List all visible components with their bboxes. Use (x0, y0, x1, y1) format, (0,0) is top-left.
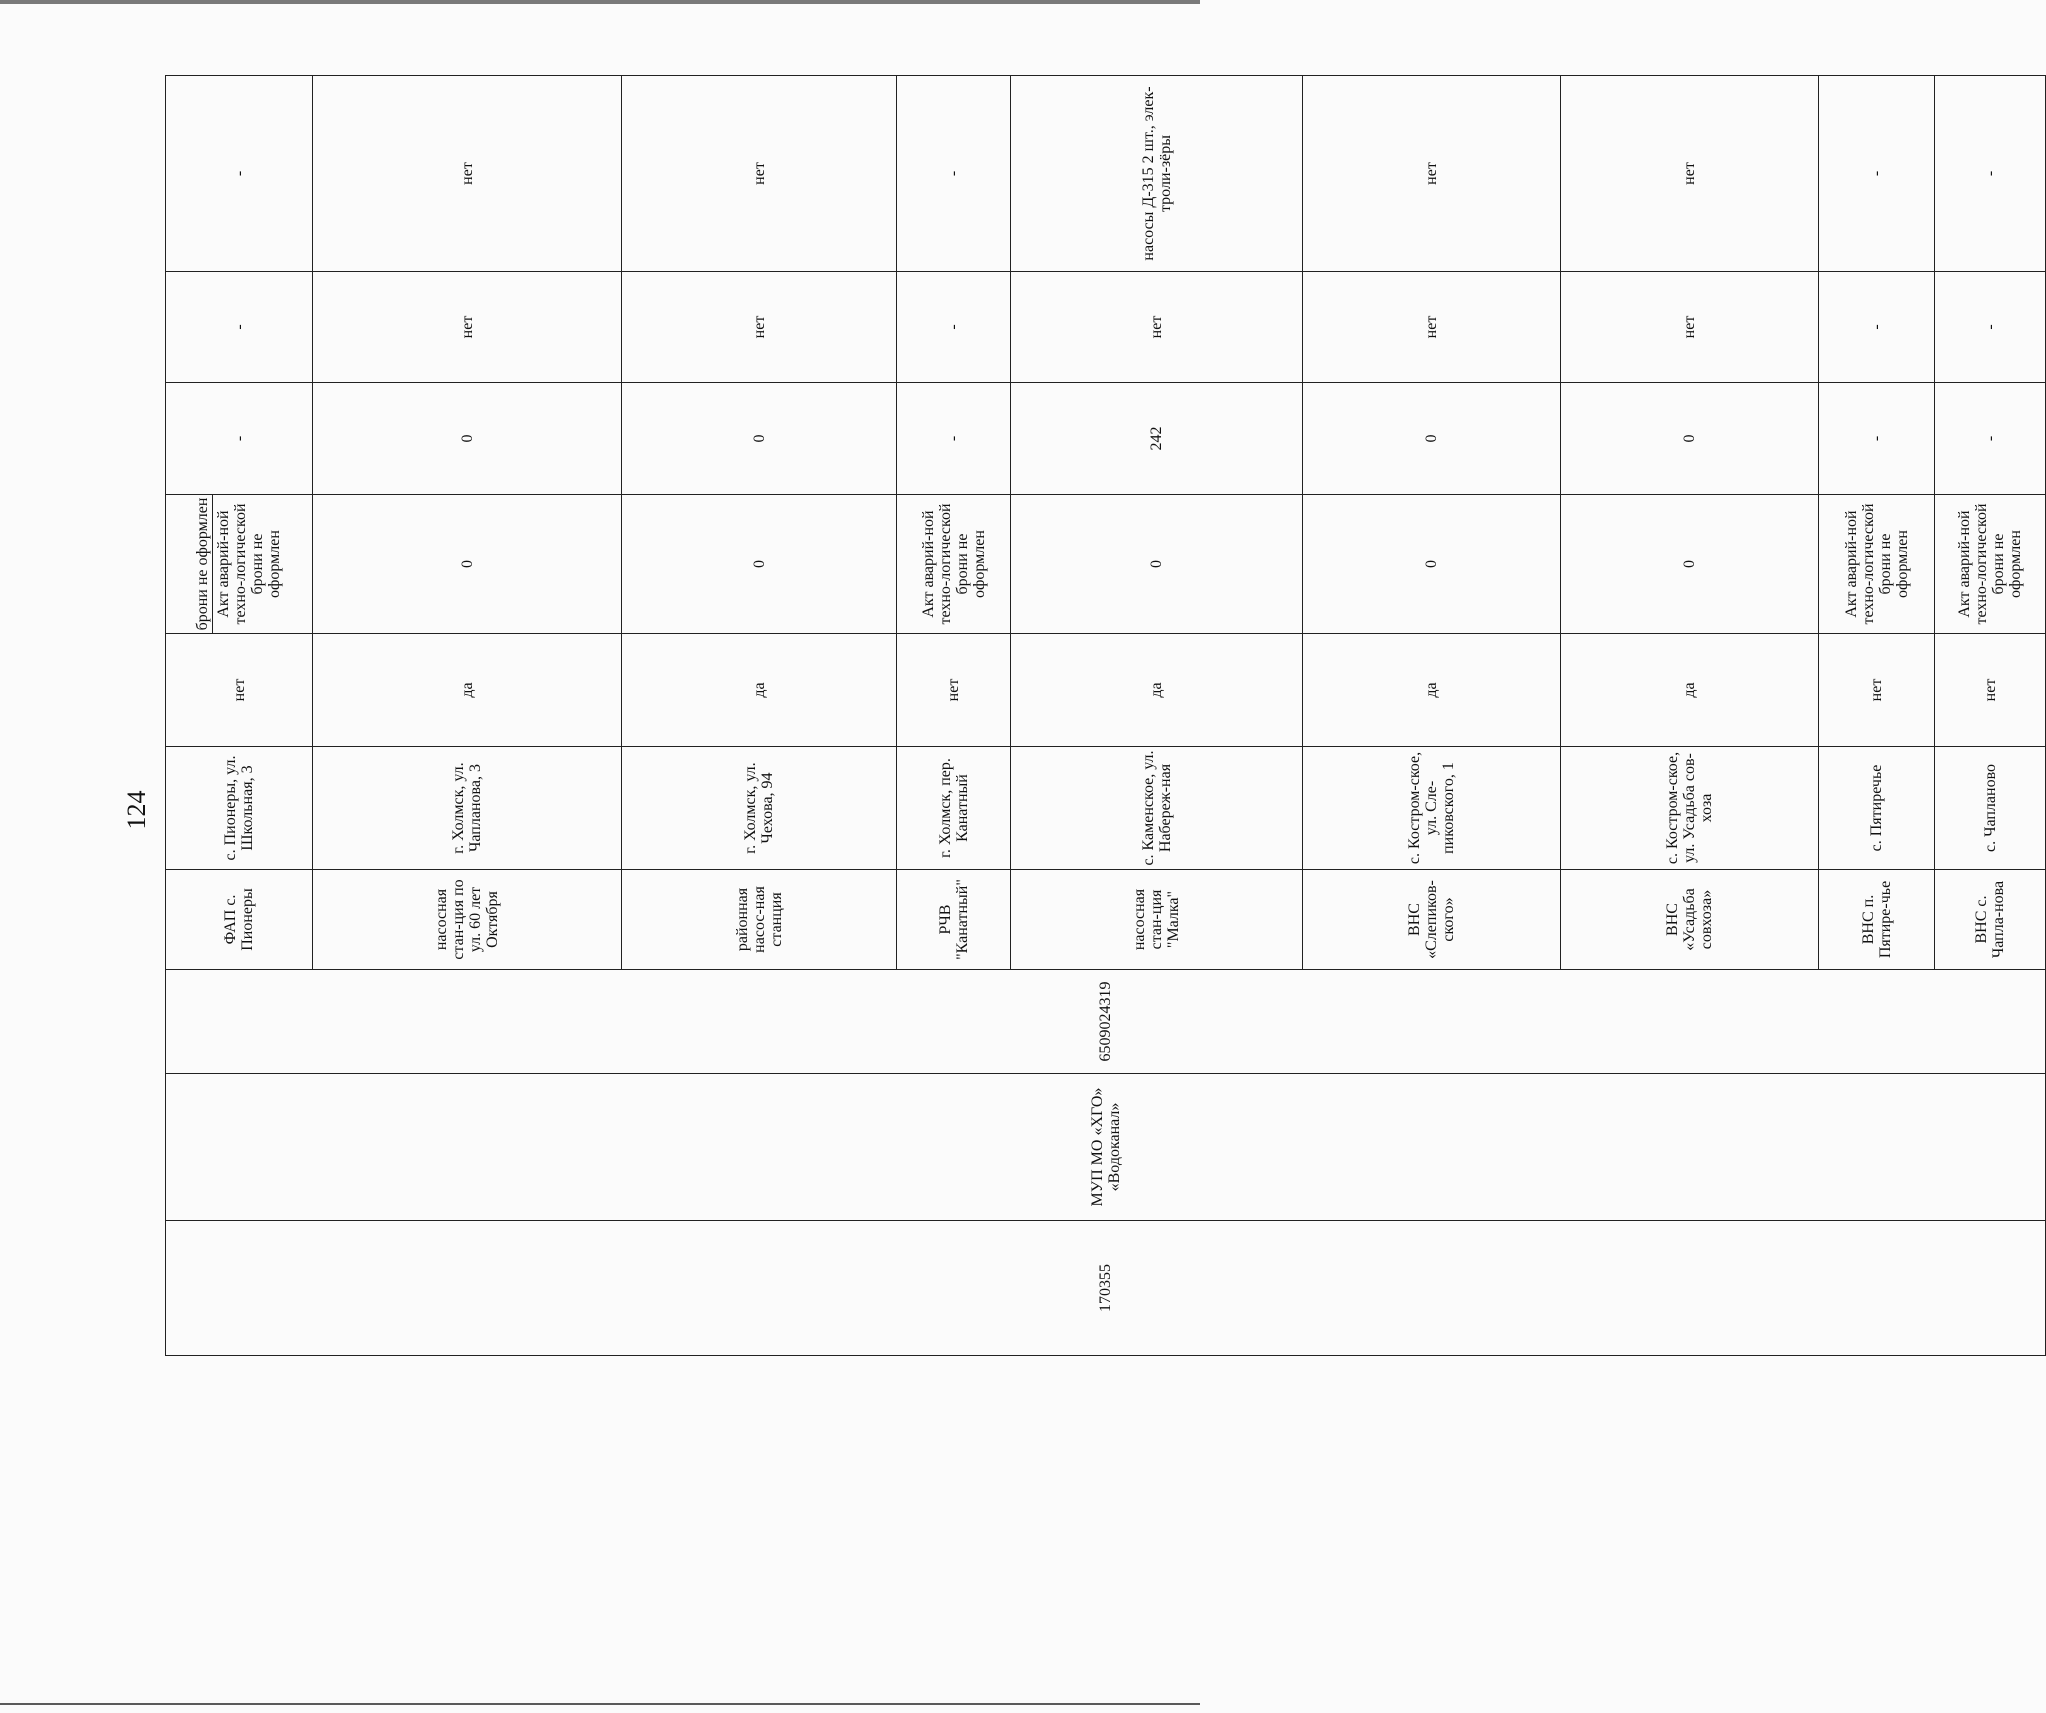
status-cell: нет (313, 272, 622, 383)
equipment-cell: нет (1303, 76, 1561, 272)
status-cell: - (1819, 272, 1935, 383)
bron-cell: 0 (1011, 495, 1303, 634)
status-cell: нет (1561, 272, 1819, 383)
bron-cell: Акт аварий-ной техно-логической брони не оформлен (897, 495, 1011, 634)
equipment-cell: нет (622, 76, 897, 272)
object-cell: ВНС с. Чапла-нова (1935, 870, 2046, 970)
equipment-cell: - (166, 76, 313, 272)
flag-cell: нет (1935, 634, 2046, 747)
object-cell: ВНС п. Пятире-чье (1819, 870, 1935, 970)
equipment-cell: нет (1561, 76, 1819, 272)
status-cell: - (166, 272, 313, 383)
status-cell: нет (622, 272, 897, 383)
address-cell: с. Костром-ское, ул. Усадьба сов-хоза (1561, 747, 1819, 870)
address-cell: с. Каменское, ул. Набереж-ная (1011, 747, 1303, 870)
bron-cell: 0 (1561, 495, 1819, 634)
object-cell: ВНС «Усадьба совхоза» (1561, 870, 1819, 970)
flag-cell: нет (897, 634, 1011, 747)
flag-cell: нет (1819, 634, 1935, 747)
facilities-table (165, 75, 2046, 1356)
object-cell: насосная стан-ция "Малка" (1011, 870, 1303, 970)
scan-edge-top (0, 0, 1200, 4)
address-cell: с. Пятиречье (1819, 747, 1935, 870)
object-cell: ВНС «Слепиков-ского» (1303, 870, 1561, 970)
equipment-cell: насосы Д-315 2 шт., элек-троли-зёры (1011, 76, 1303, 272)
status-cell: нет (1303, 272, 1561, 383)
org-inn-cell: 6509024319 (166, 970, 2046, 1074)
value-cell: - (166, 383, 313, 495)
value-cell: 0 (622, 383, 897, 495)
scan-edge-bottom (0, 1703, 1200, 1705)
bron-cell: Акт аварий-ной техно-логической брони не оформлен (1935, 495, 2046, 634)
equipment-cell: - (1819, 76, 1935, 272)
bron-cell: 0 (622, 495, 897, 634)
bron-cell: Акт аварий-ной техно-логической брони не оформлен (1819, 495, 1935, 634)
address-cell: с. Пионеры, ул. Школьная, 3 (166, 747, 313, 870)
value-cell: - (1935, 383, 2046, 495)
bron-cell: 0 (313, 495, 622, 634)
equipment-cell: - (897, 76, 1011, 272)
value-cell: 0 (1561, 383, 1819, 495)
flag-cell: да (313, 634, 622, 747)
value-cell: - (1819, 383, 1935, 495)
value-cell: 0 (1303, 383, 1561, 495)
value-cell: 242 (1011, 383, 1303, 495)
table-row (166, 76, 313, 1356)
bron-cell: брони не оформлен Акт аварий-ной техно-логической брони не оформлен (166, 495, 313, 634)
address-cell: г. Холмск, пер. Канатный (897, 747, 1011, 870)
object-cell: насосная стан-ция по ул. 60 лет Октября (313, 870, 622, 970)
status-cell: - (1935, 272, 2046, 383)
rotated-table-container (165, 76, 2024, 1356)
value-cell: 0 (313, 383, 622, 495)
address-cell: г. Холмск, ул. Чехова, 94 (622, 747, 897, 870)
flag-cell: да (1011, 634, 1303, 747)
org-name-cell: МУП МО «ХГО» «Водоканал» (166, 1074, 2046, 1221)
address-cell: г. Холмск, ул. Чапланова, 3 (313, 747, 622, 870)
address-cell: с. Костром-ское, ул. Сле-пиковского, 1 (1303, 747, 1561, 870)
flag-cell: да (1561, 634, 1819, 747)
equipment-cell: нет (313, 76, 622, 272)
bron-continuation: брони не оформлен (194, 495, 213, 633)
status-cell: - (897, 272, 1011, 383)
bron-cell: 0 (1303, 495, 1561, 634)
object-cell: районная насос-ная станция (622, 870, 897, 970)
flag-cell: да (1303, 634, 1561, 747)
address-cell: с. Чапланово (1935, 747, 2046, 870)
org-code-cell: 170355 (166, 1221, 2046, 1356)
flag-cell: нет (166, 634, 313, 747)
object-cell: ФАП с. Пионеры (166, 870, 313, 970)
page-number: 124 (122, 790, 151, 830)
equipment-cell: - (1935, 76, 2046, 272)
flag-cell: да (622, 634, 897, 747)
value-cell: - (897, 383, 1011, 495)
status-cell: нет (1011, 272, 1303, 383)
object-cell: РЧВ "Канатный" (897, 870, 1011, 970)
